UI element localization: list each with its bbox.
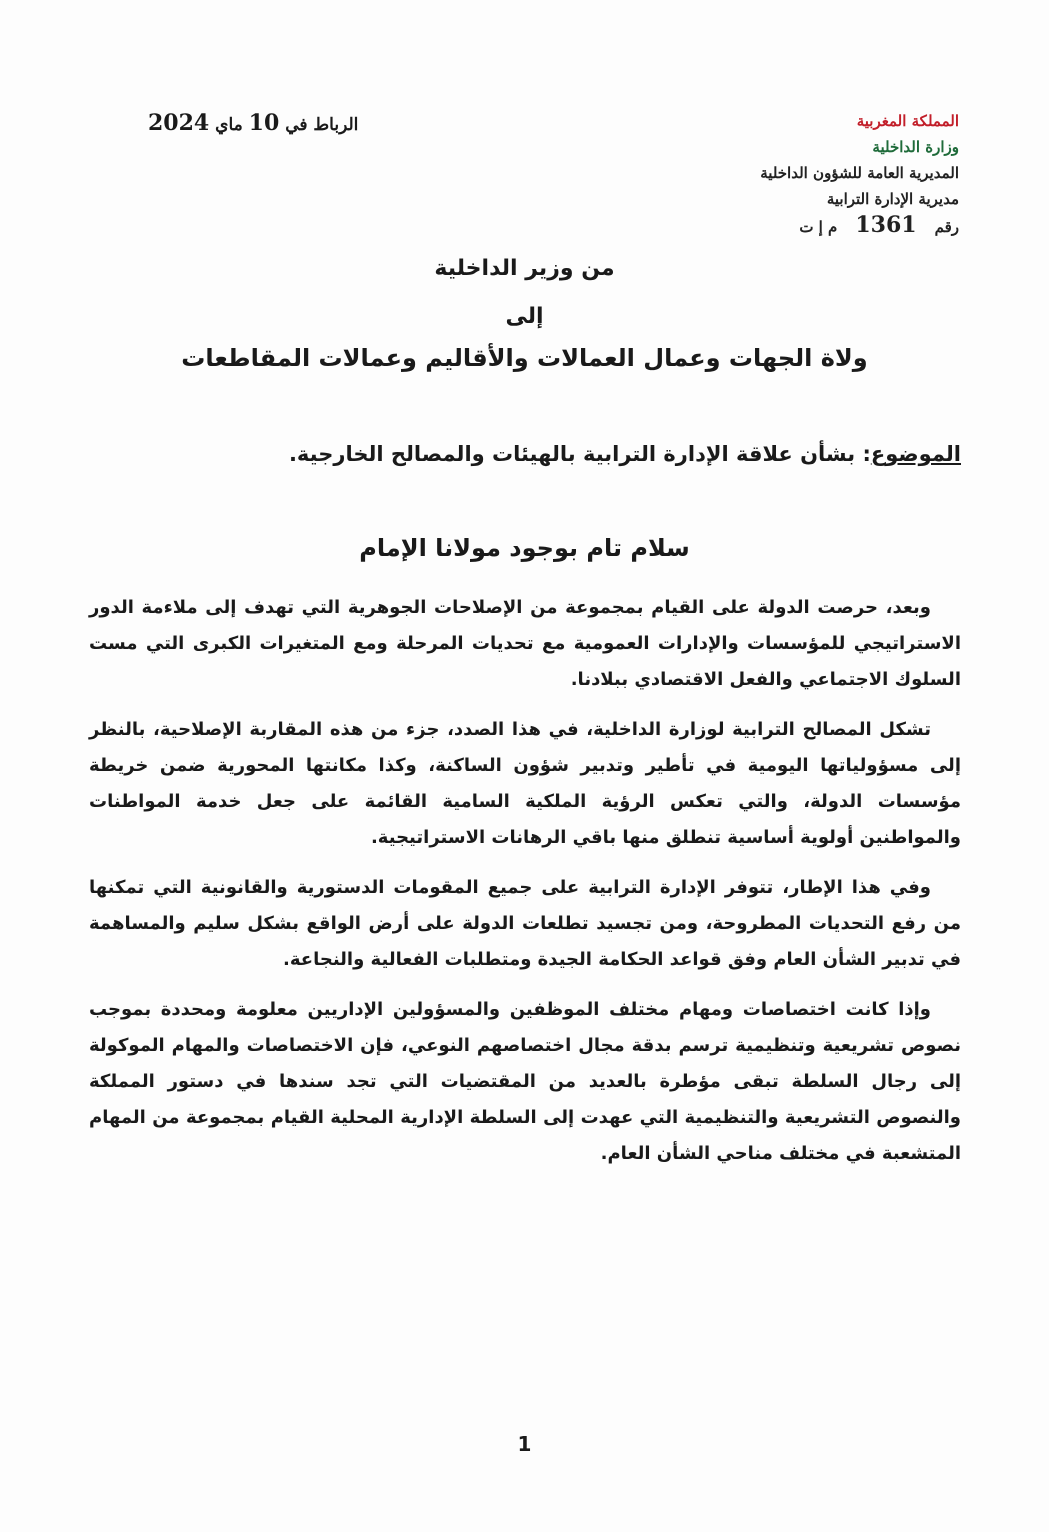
letter-date: [148, 110, 358, 136]
reference-number: 1361: [855, 212, 917, 238]
body-paragraph: تشكل المصالح الترابية لوزارة الداخلية، في هذا الصدد، جزء من هذه المقاربة الإصلاحية، بالنظر إلى مسؤولياتها اليومية في تأطير وتدبير شؤون الساكنة، وكذا مكانتها المحورية ضمن خريطة مؤسسات الدولة، والتي تعكس الرؤية الملكية السامية القائمة على جعل خدمة المواطنات والمواطنين أولوية أساسية تنطلق منها باقي الرهانات الاستراتيجية.: [89, 719, 961, 848]
reference-code: م إ ت: [799, 218, 838, 236]
letterhead: [699, 108, 959, 240]
date-day: 10: [248, 110, 280, 136]
page-number: 1: [517, 1432, 532, 1456]
recipients-heading: ولاة الجهات وعمال العمالات والأقاليم وعمالات المقاطعات: [181, 344, 868, 372]
greeting: سلام تام بوجود مولانا الإمام: [359, 534, 690, 562]
reference-line: [699, 212, 959, 240]
sender-heading: من وزير الداخلية: [434, 256, 615, 281]
subject-label: الموضوع: [870, 442, 961, 466]
date-year: 2024: [148, 110, 210, 136]
letter-body: [89, 590, 961, 1186]
body-paragraph: وبعد، حرصت الدولة على القيام بمجموعة من الإصلاحات الجوهرية التي تهدف إلى ملاءمة الدور الاستراتيجي للمؤسسات والإدارات العمومية مع تحديات المرحلة ومع المتغيرات الكبرى التي مست السلوك الاجتماعي والفعل الاقتصادي ببلادنا.: [89, 597, 961, 690]
letterhead-ministry: وزارة الداخلية: [872, 138, 959, 156]
letterhead-kingdom: المملكة المغربية: [856, 112, 959, 130]
letterhead-directorate-general: المديرية العامة للشؤون الداخلية: [760, 164, 959, 182]
to-heading: إلى: [505, 304, 544, 329]
subject-text: : بشأن علاقة الإدارة الترابية بالهيئات والمصالح الخارجية.: [288, 442, 871, 466]
reference-label: رقم: [934, 218, 959, 236]
date-month: ماي: [215, 115, 243, 135]
body-paragraph: وإذا كانت اختصاصات ومهام مختلف الموظفين والمسؤولين الإداريين معلومة ومحددة بموجب نصوص تشريعية وتنظيمية ترسم بدقة مجال اختصاصهم النوعي، فإن الاختصاصات والمهام الموكولة إلى رجال السلطة تبقى مؤطرة بالعديد من المقتضيات التي تجد سندها في دستور المملكة والنصوص التشريعية والتنظيمية التي عهدت إلى السلطة الإدارية المحلية القيام بمجموعة من المهام المتشعبة في مختلف مناحي الشأن العام.: [89, 999, 961, 1164]
date-prefix: الرباط في: [285, 115, 359, 135]
subject-line: [88, 442, 961, 466]
letterhead-directorate: مديرية الإدارة الترابية: [826, 190, 959, 208]
body-paragraph: وفي هذا الإطار، تتوفر الإدارة الترابية على جميع المقومات الدستورية والقانونية التي تمكنها من رفع التحديات المطروحة، ومن تجسيد تطلعات الدولة على أرض الواقع بشكل سليم والمساهمة في تدبير الشأن العام وفق قواعد الحكامة الجيدة ومتطلبات الفعالية والنجاعة.: [89, 877, 961, 970]
